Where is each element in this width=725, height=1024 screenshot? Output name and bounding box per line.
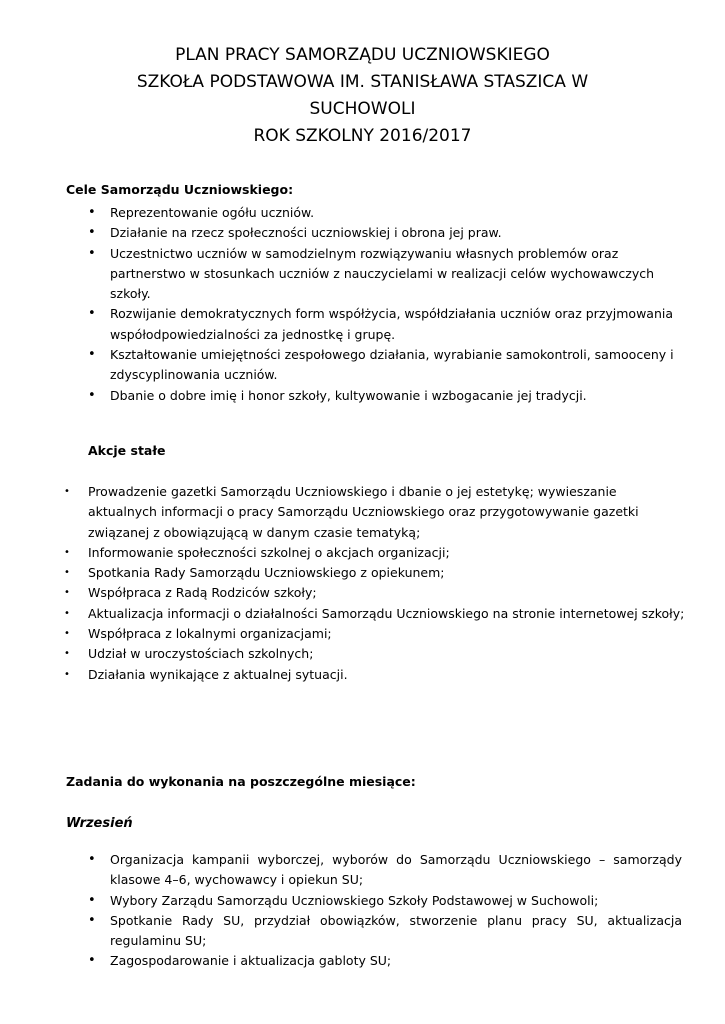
list-item: • Kształtowanie umiejętności zespołowego działania, wyrabianie samokontroli, samooceny i zdyscyplinowania uczniów. bbox=[88, 347, 674, 383]
bullet-icon: • bbox=[88, 892, 96, 908]
document-title bbox=[60, 42, 665, 150]
bullet-icon: • bbox=[64, 587, 70, 599]
list-item: • Uczestnictwo uczniów w samodzielnym rozwiązywaniu własnych problemów oraz partnerstwo w stosunkach uczniów z nauczycielami w realizacji celów wychowawczych szkoły. bbox=[88, 245, 655, 302]
list-item: • Udział w uroczystościach szkolnych; bbox=[88, 644, 688, 664]
tasks-heading: Zadania do wykonania na poszczególne miesiące: bbox=[66, 774, 416, 789]
list-item: • Dbanie o dobre imię i honor szkoły, kultywowanie i wzbogacanie jej tradycji. bbox=[110, 386, 680, 406]
title-line-2: SZKOŁA PODSTAWOWA IM. STANISŁAWA STASZICA W bbox=[136, 72, 589, 92]
bullet-icon: • bbox=[64, 567, 70, 579]
bullet-icon: • bbox=[88, 912, 96, 928]
list-item: • Współpraca z lokalnymi organizacjami; bbox=[88, 624, 688, 644]
list-item: • Informowanie społeczności szkolnej o akcjach organizacji; bbox=[88, 543, 688, 563]
list-item: • Wybory Zarządu Samorządu Uczniowskiego Szkoły Podstawowej w Suchowoli; bbox=[110, 891, 682, 911]
list-item: • Spotkanie Rady SU, przydział obowiązków, stworzenie planu pracy SU, aktualizacja regulaminu SU; bbox=[88, 912, 682, 949]
bullet-icon: • bbox=[88, 225, 96, 241]
title-line-4: ROK SZKOLNY 2016/2017 bbox=[253, 126, 472, 146]
list-item: • Reprezentowanie ogółu uczniów. bbox=[110, 203, 680, 223]
goals-list bbox=[88, 203, 680, 406]
bullet-icon: • bbox=[88, 306, 96, 322]
bullet-icon: • bbox=[64, 668, 70, 680]
list-item: • Zagospodarowanie i aktualizacja gabloty SU; bbox=[110, 951, 682, 971]
list-item: • Działanie na rzecz społeczności uczniowskiej i obrona jej praw. bbox=[110, 223, 680, 243]
bullet-icon: • bbox=[88, 205, 96, 220]
bullet-icon: • bbox=[88, 347, 96, 363]
bullet-icon: • bbox=[88, 387, 96, 403]
list-item: • Organizacja kampanii wyborczej, wyborów do Samorządu Uczniowskiego – samorządy klasowe 4–6, wychowawcy i opiekun SU; bbox=[88, 852, 682, 888]
bullet-icon: • bbox=[88, 852, 96, 867]
bullet-icon: • bbox=[64, 628, 70, 640]
list-item: • Działania wynikające z aktualnej sytuacji. bbox=[88, 665, 688, 685]
bullet-icon: • bbox=[64, 607, 70, 619]
list-item: • Prowadzenie gazetki Samorządu Uczniowskiego i dbanie o jej estetykę; wywieszanie aktualnych informacji o pracy Samorządu Uczniowskiego oraz przygotowywanie gazetki związanej z obowiązującą w danym czasie tematyką; bbox=[64, 484, 639, 540]
title-line-3: SUCHOWOLI bbox=[309, 99, 416, 119]
title-line-1: PLAN PRACY SAMORZĄDU UCZNIOWSKIEGO bbox=[175, 45, 550, 65]
bullet-icon: • bbox=[88, 953, 96, 969]
actions-list bbox=[64, 482, 688, 685]
list-item: • Spotkania Rady Samorządu Uczniowskiego z opiekunem; bbox=[88, 563, 688, 583]
bullet-icon: • bbox=[88, 245, 96, 261]
list-item: • Rozwijanie demokratycznych form współżycia, współdziałania uczniów oraz przyjmowania współodpowiedzialności za jednostkę i grupę. bbox=[88, 306, 674, 342]
bullet-icon: • bbox=[64, 648, 70, 660]
bullet-icon: • bbox=[64, 546, 70, 558]
month-heading: Wrzesień bbox=[66, 816, 133, 831]
list-item: • Współpraca z Radą Rodziców szkoły; bbox=[88, 583, 688, 603]
tasks-list bbox=[88, 850, 682, 972]
bullet-icon: • bbox=[64, 486, 70, 497]
goals-heading: Cele Samorządu Uczniowskiego: bbox=[66, 182, 294, 197]
list-item: • Aktualizacja informacji o działalności Samorządu Uczniowskiego na stronie internetowej szkoły; bbox=[88, 604, 688, 624]
actions-heading: Akcje stałe bbox=[88, 443, 166, 458]
